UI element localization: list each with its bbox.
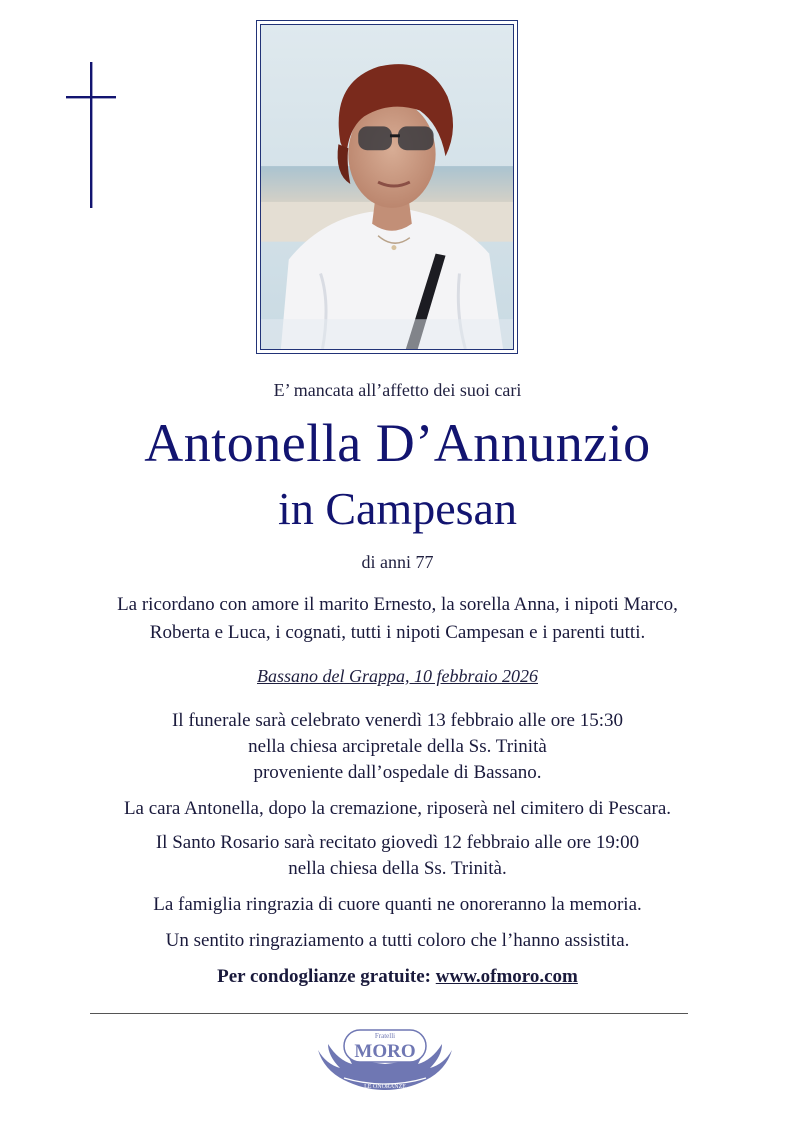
deceased-name: Antonella D’Annunzio bbox=[144, 413, 651, 473]
divider bbox=[90, 1013, 688, 1014]
logo-main-text: MORO bbox=[354, 1041, 416, 1062]
rosary-line-1: Il Santo Rosario sarà recitato giovedì 12 febbraio alle ore 19:00 bbox=[155, 832, 640, 853]
cremation-text: La cara Antonella, dopo la cremazione, riposerà nel cimitero di Pescara. bbox=[123, 798, 672, 819]
family-thanks: La famiglia ringrazia di cuore quanti ne onoreranno la memoria. bbox=[153, 894, 642, 915]
portrait-frame bbox=[256, 20, 518, 354]
intro-text: E’ mancata all’affetto dei suoi cari bbox=[273, 380, 522, 400]
latin-cross-icon bbox=[66, 62, 116, 208]
funeral-line-3: proveniente dall’ospedale di Bassano. bbox=[253, 762, 542, 783]
condolences-link[interactable]: www.ofmoro.com bbox=[435, 966, 578, 987]
moro-hands-logo bbox=[314, 1024, 456, 1096]
rosary-line-2: nella chiesa della Ss. Trinità. bbox=[288, 858, 507, 879]
funeral-line-2: nella chiesa arcipretale della Ss. Trinità bbox=[248, 736, 547, 757]
remembrance-line-1: La ricordano con amore il marito Ernesto, la sorella Anna, i nipoti Marco, bbox=[117, 594, 678, 615]
logo-top-text: Fratelli bbox=[374, 1032, 396, 1040]
portrait-photo bbox=[260, 24, 514, 350]
remembrance-line-2: Roberta e Luca, i cognati, tutti i nipoti Campesan e i parenti tutti. bbox=[149, 622, 646, 643]
condolences-label: Per condoglianze gratuite: bbox=[217, 966, 431, 987]
married-surname: in Campesan bbox=[278, 483, 517, 534]
funeral-line-1: Il funerale sarà celebrato venerdì 13 febbraio alle ore 15:30 bbox=[171, 710, 624, 731]
care-thanks: Un sentito ringraziamento a tutti coloro che l’hanno assistita. bbox=[165, 930, 630, 951]
age-text: di anni 77 bbox=[361, 552, 434, 572]
place-date: Bassano del Grappa, 10 febbraio 2026 bbox=[257, 666, 538, 686]
condolences-line bbox=[0, 966, 795, 988]
logo-bottom-text: LE ONORANZE bbox=[364, 1084, 406, 1090]
